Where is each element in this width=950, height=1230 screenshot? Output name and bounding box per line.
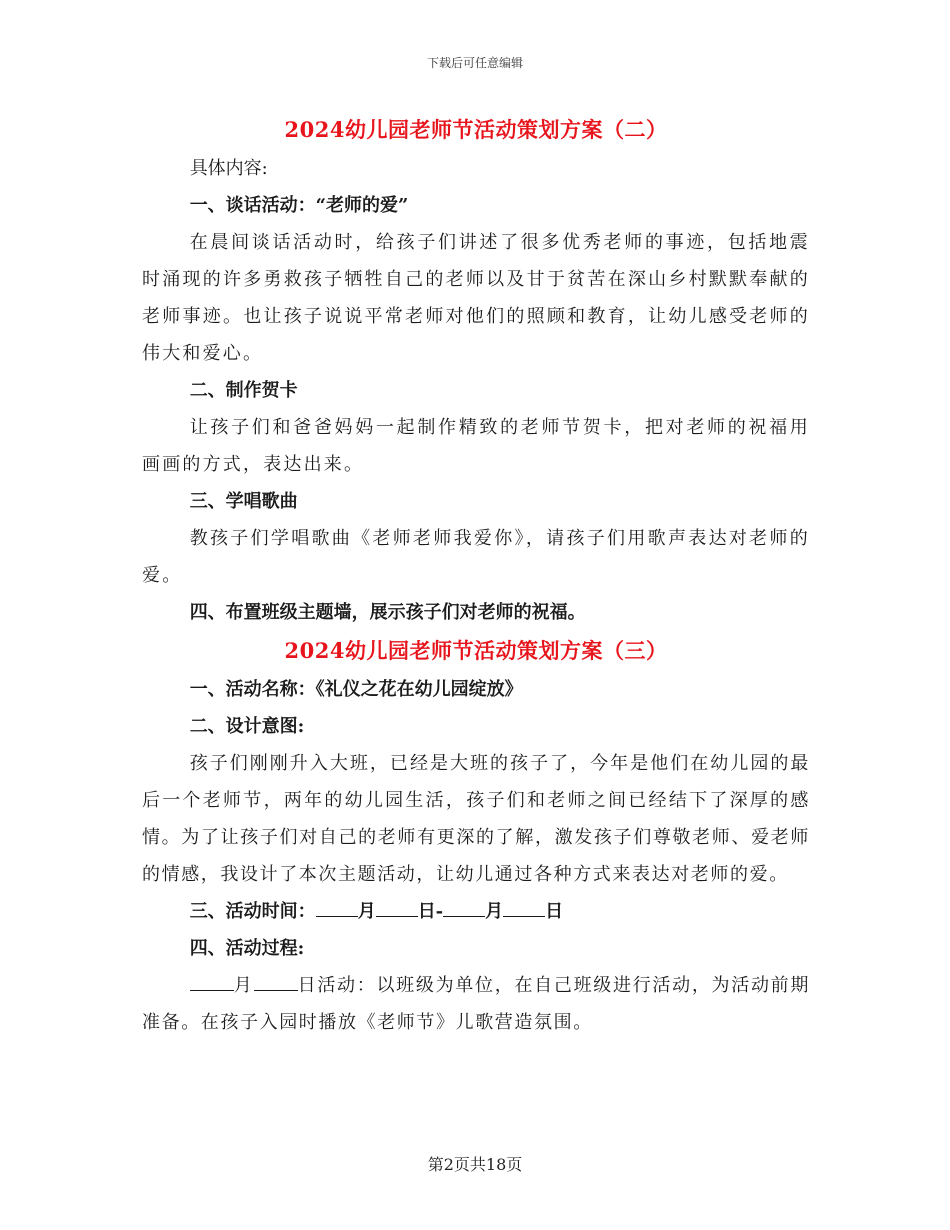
design-intent-heading: 二、设计意图:	[189, 716, 305, 737]
month-label-2: 月	[485, 901, 504, 922]
design-intent-text: 孩子们刚刚升入大班，已经是大班的孩子了，今年是他们在幼儿园的最后一个老师节，两年的幼儿园生活，孩子们和老师之间已经结下了深厚的感情。为了让孩子们对自己的老师有更深的了解，激发孩子们尊敬老师、爱老师的情感，我设计了本次主题活动，让幼儿通过各种方式来表达对老师的爱。	[142, 753, 810, 885]
card-making-heading: 二、制作贺卡	[189, 380, 298, 401]
talk-activity-heading: 一、谈话活动：“老师的爱”	[189, 195, 409, 216]
month-blank-1	[316, 915, 358, 917]
day-blank-2	[503, 915, 545, 917]
intro-label: 具体内容:	[189, 158, 268, 179]
activity-time-prefix: 三、活动时间：	[189, 901, 316, 922]
song-learning-heading: 三、学唱歌曲	[189, 491, 298, 512]
header-note: 下载后可任意编辑	[426, 56, 523, 70]
month-label-1: 月	[357, 901, 376, 922]
song-learning-text: 教孩子们学唱歌曲《老师老师我爱你》，请孩子们用歌声表达对老师的爱。	[142, 528, 810, 586]
activity-time-heading	[142, 893, 810, 930]
day-blank-1	[376, 915, 418, 917]
activity-process-heading: 四、活动过程:	[189, 938, 305, 959]
section-3-title: 2024幼儿园老师节活动策划方案（三）	[284, 638, 668, 663]
theme-wall-heading: 四、布置班级主题墙，展示孩子们对老师的祝福。	[189, 602, 586, 623]
process-month-label: 月	[233, 975, 254, 996]
process-text: 日活动：以班级为单位，在自己班级进行活动，为活动前期准备。在孩子入园时播放《老师节》儿歌营造氛围。	[142, 975, 810, 1033]
page-number: 第2页共18页	[427, 1155, 523, 1174]
day-label-1: 日-	[417, 901, 444, 922]
process-day-blank	[254, 989, 298, 991]
activity-process-text	[142, 967, 810, 1041]
process-month-blank	[190, 989, 234, 991]
document-body	[142, 110, 810, 1041]
talk-activity-text: 在晨间谈话活动时，给孩子们讲述了很多优秀老师的事迹，包括地震时涌现的许多勇救孩子牺牲自己的老师以及甘于贫苦在深山乡村默默奉献的老师事迹。也让孩子说说平常老师对他们的照顾和教育，让幼儿感受老师的伟大和爱心。	[142, 232, 810, 364]
activity-name-heading: 一、活动名称：《礼仪之花在幼儿园绽放》	[189, 679, 523, 700]
day-label-2: 日	[545, 901, 564, 922]
section-2-title: 2024幼儿园老师节活动策划方案（二）	[284, 117, 668, 142]
card-making-text: 让孩子们和爸爸妈妈一起制作精致的老师节贺卡，把对老师的祝福用画画的方式，表达出来。	[142, 417, 810, 475]
month-blank-2	[443, 915, 485, 917]
